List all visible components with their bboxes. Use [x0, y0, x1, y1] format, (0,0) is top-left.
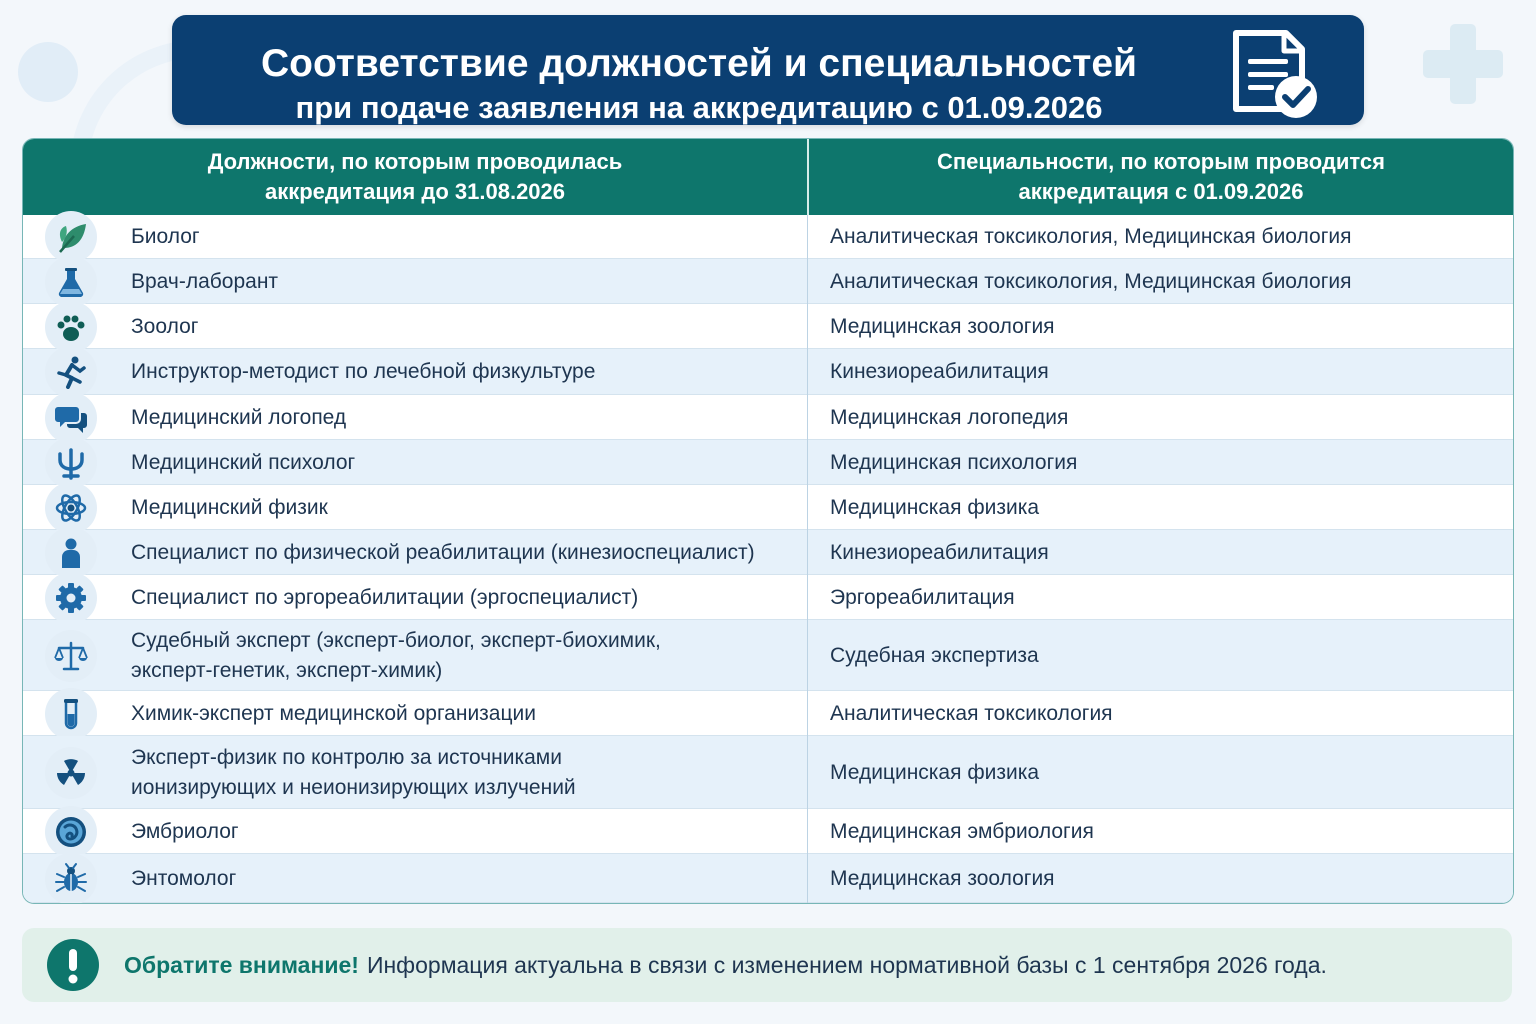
page-subtitle: при подаче заявления на аккредитацию с 01.09.2026 — [295, 90, 1103, 125]
table-row — [23, 854, 1513, 903]
specialty-cell: Медицинская психология — [830, 450, 1078, 474]
specialty-cell: Медицинская физика — [830, 760, 1040, 784]
specialty-cell: Медицинская зоология — [830, 314, 1055, 338]
radiation-icon — [45, 747, 97, 799]
table-row — [23, 395, 1513, 440]
table-row — [23, 485, 1513, 530]
table-row — [23, 620, 1513, 691]
embryo-icon — [45, 806, 97, 858]
table-row — [23, 259, 1513, 304]
decorative-circle — [18, 42, 78, 102]
specialty-cell: Эргореабилитация — [830, 585, 1015, 609]
position-cell: Медицинский психолог — [131, 450, 356, 474]
position-cell: Специалист по эргореабилитации (эргоспециалист) — [131, 585, 639, 609]
position-cell: Инструктор-методист по лечебной физкультуре — [131, 360, 596, 383]
notice-label: Обратите внимание! — [124, 951, 359, 978]
bug-icon — [45, 853, 97, 905]
table-row — [23, 215, 1513, 259]
specialty-cell: Медицинская зоология — [830, 866, 1055, 890]
notice-text — [124, 928, 1327, 1002]
specialty-cell: Медицинская логопедия — [830, 405, 1069, 429]
specialty-cell: Аналитическая токсикология, Медицинская биология — [830, 269, 1352, 293]
paw-icon — [45, 301, 97, 353]
position-cell: Медицинский физик — [131, 495, 328, 519]
specialty-cell: Аналитическая токсикология — [830, 701, 1113, 725]
scales-icon — [45, 630, 97, 682]
specialty-cell: Медицинская эмбриология — [830, 819, 1094, 843]
atom-icon — [45, 482, 97, 534]
position-cell: Специалист по физической реабилитации (кинезиоспециалист) — [131, 540, 755, 564]
table-row — [23, 530, 1513, 575]
table-row — [23, 440, 1513, 485]
accreditation-table — [22, 138, 1514, 904]
position-cell: Судебный эксперт (эксперт-биолог, эксперт-биохимик, эксперт-генетик, эксперт-химик) — [131, 628, 661, 682]
flask-icon — [45, 256, 97, 308]
specialty-cell: Кинезиореабилитация — [830, 540, 1049, 564]
page-header — [172, 15, 1364, 125]
person-icon — [45, 527, 97, 579]
speech-bubbles-icon — [45, 392, 97, 444]
column-header-specialties: Специальности, по которым проводится аккредитация с 01.09.2026 — [937, 149, 1385, 204]
table-row — [23, 736, 1513, 809]
test-tube-icon — [45, 688, 97, 740]
exclamation-icon — [46, 938, 100, 992]
table-row — [23, 691, 1513, 736]
decorative-cross-icon-bar — [1423, 50, 1503, 78]
table-row — [23, 304, 1513, 349]
table-row — [23, 575, 1513, 620]
position-cell: Эксперт-физик по контролю за источниками ионизирующих и неионизирующих излучений — [131, 745, 576, 799]
page-title: Соответствие должностей и специальностей — [260, 42, 1138, 85]
position-cell: Химик-эксперт медицинской организации — [131, 701, 536, 725]
position-cell: Врач-лаборант — [131, 269, 279, 293]
notice-message: Информация актуальна в связи с изменением нормативной базы с 1 сентября 2026 года. — [366, 951, 1327, 978]
specialty-cell: Кинезиореабилитация — [830, 360, 1049, 383]
running-person-icon — [45, 346, 97, 398]
position-cell: Энтомолог — [131, 866, 237, 890]
specialty-cell: Аналитическая токсикология, Медицинская биология — [830, 225, 1352, 248]
table-row — [23, 349, 1513, 395]
specialty-cell: Судебная экспертиза — [830, 643, 1039, 667]
position-cell: Медицинский логопед — [131, 405, 347, 429]
position-cell: Зоолог — [131, 314, 199, 338]
position-cell: Эмбриолог — [131, 819, 239, 843]
table-header — [23, 139, 1513, 215]
specialty-cell: Медицинская физика — [830, 495, 1040, 519]
column-divider — [807, 215, 808, 903]
column-header-positions: Должности, по которым проводилась аккредитация до 31.08.2026 — [207, 149, 623, 204]
document-check-icon — [1226, 25, 1326, 125]
psi-icon — [45, 437, 97, 489]
table-row — [23, 809, 1513, 854]
gear-icon — [45, 572, 97, 624]
position-cell: Биолог — [131, 225, 200, 248]
notice-banner — [22, 928, 1512, 1002]
